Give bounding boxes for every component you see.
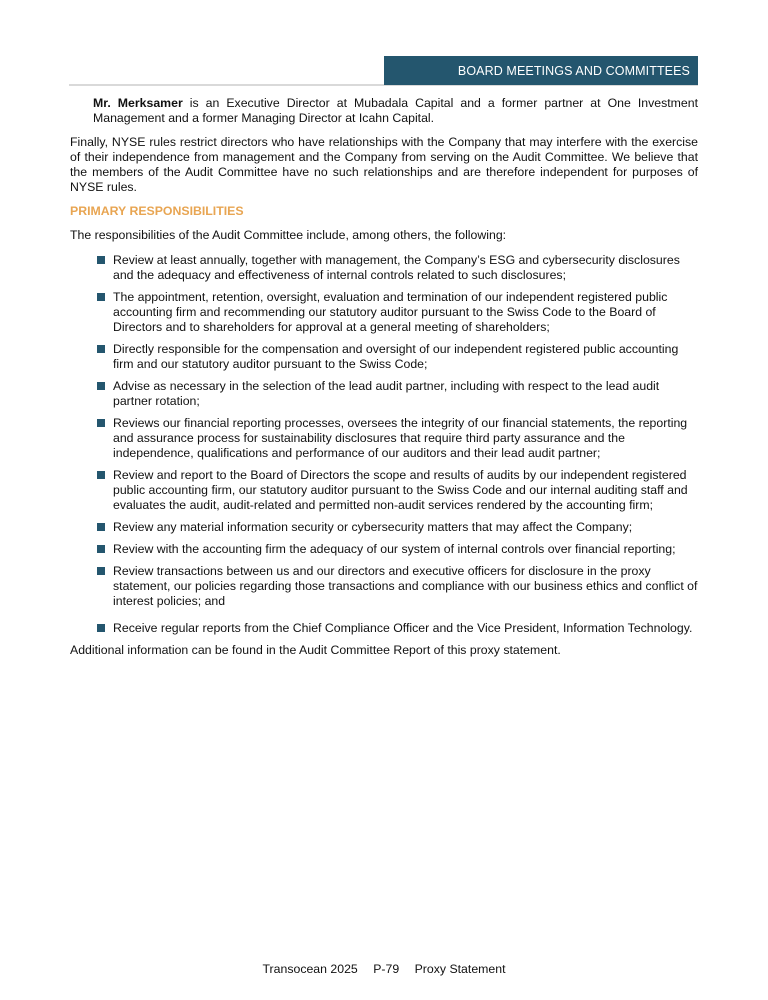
responsibilities-list bbox=[70, 253, 698, 636]
list-item: Review and report to the Board of Directors the scope and results of audits by our independent registered public accounting firm, our statutory auditor pursuant to the Swiss Code and our internal auditing staff and evaluates the audit, audit-related and permitted non-audit services rendered by the accounting firm; bbox=[70, 468, 698, 513]
list-item: Directly responsible for the compensation and oversight of our independent registered public accounting firm and our statutory auditor pursuant to the Swiss Code; bbox=[70, 342, 698, 372]
nyse-paragraph: Finally, NYSE rules restrict directors who have relationships with the Company that may interfere with the exercise of their independence from management and the Company from serving on the Audit Committee. We believe that the members of the Audit Committee have no such relationships and are therefore independent for purposes of NYSE rules. bbox=[70, 135, 698, 194]
director-name: Mr. Merksamer bbox=[93, 96, 183, 110]
square-bullet-icon bbox=[97, 345, 105, 353]
list-item: The appointment, retention, oversight, evaluation and termination of our independent registered public accounting firm and recommending our statutory auditor pursuant to the Swiss Code to the Board of Directors and to shareholders for approval at a general meeting of shareholders; bbox=[70, 290, 698, 335]
footer-document: Proxy Statement bbox=[414, 962, 506, 976]
list-item: Review at least annually, together with management, the Company’s ESG and cybersecurity disclosures and the adequacy and effectiveness of internal controls related to such disclosures; bbox=[70, 253, 698, 283]
list-item: Review transactions between us and our directors and executive officers for disclosure in the proxy statement, our policies regarding those transactions and compliance with our business ethics and conflict of interest policies; and bbox=[70, 564, 698, 609]
square-bullet-icon bbox=[97, 419, 105, 427]
section-header-band bbox=[384, 56, 698, 85]
list-item: Review any material information security or cybersecurity matters that may affect the Company; bbox=[70, 520, 698, 535]
list-item: Reviews our financial reporting processes, oversees the integrity of our financial statements, the reporting and assurance process for sustainability disclosures that require third party assurance and the independence, qualifications and performance of our auditors and their lead audit partner; bbox=[70, 416, 698, 461]
square-bullet-icon bbox=[97, 545, 105, 553]
page-content bbox=[70, 96, 698, 658]
square-bullet-icon bbox=[97, 471, 105, 479]
footer-page-number: P-79 bbox=[373, 962, 400, 976]
section-title: BOARD MEETINGS AND COMMITTEES bbox=[457, 64, 690, 78]
page-footer bbox=[0, 962, 768, 976]
section-heading: PRIMARY RESPONSIBILITIES bbox=[70, 204, 244, 218]
section-intro: The responsibilities of the Audit Committee include, among others, the following: bbox=[70, 228, 507, 242]
square-bullet-icon bbox=[97, 567, 105, 575]
square-bullet-icon bbox=[97, 256, 105, 264]
square-bullet-icon bbox=[97, 523, 105, 531]
square-bullet-icon bbox=[97, 382, 105, 390]
closing-paragraph: Additional information can be found in the Audit Committee Report of this proxy statement. bbox=[70, 643, 561, 657]
square-bullet-icon bbox=[97, 624, 105, 632]
director-bio-text: is an Executive Director at Mubadala Capital and a former partner at One Investment Management and a former Managing Director at Icahn Capital. bbox=[93, 96, 698, 125]
square-bullet-icon bbox=[97, 293, 105, 301]
director-bio bbox=[70, 96, 698, 126]
list-item: Receive regular reports from the Chief Compliance Officer and the Vice President, Information Technology. bbox=[70, 621, 698, 636]
list-item: Advise as necessary in the selection of the lead audit partner, including with respect to the lead audit partner rotation; bbox=[70, 379, 698, 409]
list-item: Review with the accounting firm the adequacy of our system of internal controls over financial reporting; bbox=[70, 542, 698, 557]
footer-company: Transocean 2025 bbox=[262, 962, 358, 976]
